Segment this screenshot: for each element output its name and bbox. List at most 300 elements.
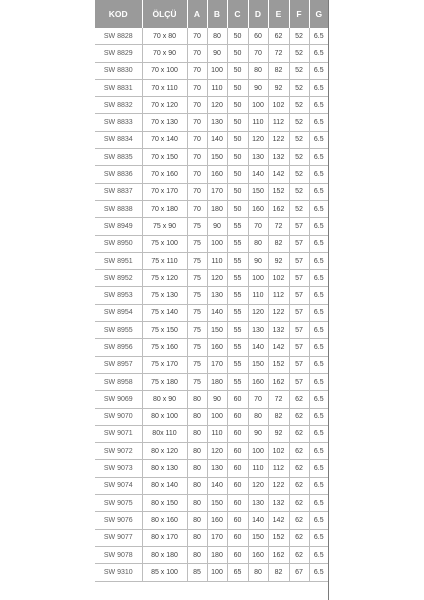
- table-row: [95, 546, 328, 563]
- cell-kod: SW 8830: [95, 62, 142, 79]
- cell-d: 130: [248, 149, 268, 166]
- cell-b: 150: [207, 149, 227, 166]
- cell-kod: SW 9076: [95, 512, 142, 529]
- cell-a: 70: [187, 114, 207, 131]
- cell-a: 70: [187, 45, 207, 62]
- column-header-d: D: [248, 0, 268, 28]
- cell-d: 150: [248, 529, 268, 546]
- cell-a: 75: [187, 339, 207, 356]
- cell-d: 160: [248, 373, 268, 390]
- cell-e: 112: [268, 287, 289, 304]
- cell-c: 60: [227, 495, 248, 512]
- table-row: [95, 200, 328, 217]
- dimension-table: [95, 0, 328, 582]
- column-header-e: E: [268, 0, 289, 28]
- cell-c: 60: [227, 443, 248, 460]
- cell-g: 6.5: [309, 131, 328, 148]
- cell-d: 110: [248, 287, 268, 304]
- header-row: [95, 0, 328, 28]
- cell-d: 80: [248, 235, 268, 252]
- cell-d: 140: [248, 166, 268, 183]
- cell-a: 80: [187, 391, 207, 408]
- cell-olcu: 75 x 130: [142, 287, 187, 304]
- cell-f: 52: [289, 166, 309, 183]
- table-row: [95, 183, 328, 200]
- cell-e: 72: [268, 391, 289, 408]
- table-row: [95, 28, 328, 45]
- cell-g: 6.5: [309, 235, 328, 252]
- cell-kod: SW 8952: [95, 270, 142, 287]
- cell-olcu: 80 x 130: [142, 460, 187, 477]
- cell-e: 82: [268, 408, 289, 425]
- column-header-a: A: [187, 0, 207, 28]
- table-row: [95, 45, 328, 62]
- cell-e: 62: [268, 28, 289, 45]
- cell-d: 80: [248, 408, 268, 425]
- cell-e: 142: [268, 512, 289, 529]
- cell-a: 75: [187, 287, 207, 304]
- cell-b: 170: [207, 183, 227, 200]
- cell-olcu: 75 x 140: [142, 304, 187, 321]
- cell-a: 75: [187, 356, 207, 373]
- cell-b: 100: [207, 564, 227, 581]
- cell-c: 50: [227, 79, 248, 96]
- cell-g: 6.5: [309, 356, 328, 373]
- cell-olcu: 80 x 150: [142, 495, 187, 512]
- cell-d: 70: [248, 391, 268, 408]
- cell-f: 57: [289, 373, 309, 390]
- cell-b: 130: [207, 114, 227, 131]
- cell-kod: SW 8951: [95, 252, 142, 269]
- table-row: [95, 373, 328, 390]
- cell-kod: SW 8954: [95, 304, 142, 321]
- cell-kod: SW 8837: [95, 183, 142, 200]
- cell-kod: SW 8834: [95, 131, 142, 148]
- cell-c: 55: [227, 304, 248, 321]
- cell-d: 140: [248, 339, 268, 356]
- cell-e: 102: [268, 97, 289, 114]
- cell-c: 60: [227, 460, 248, 477]
- cell-b: 80: [207, 28, 227, 45]
- cell-d: 90: [248, 79, 268, 96]
- cell-b: 120: [207, 97, 227, 114]
- column-header-g: G: [309, 0, 328, 28]
- cell-olcu: 70 x 150: [142, 149, 187, 166]
- cell-kod: SW 9073: [95, 460, 142, 477]
- cell-a: 70: [187, 97, 207, 114]
- cell-g: 6.5: [309, 200, 328, 217]
- cell-b: 90: [207, 45, 227, 62]
- cell-c: 55: [227, 373, 248, 390]
- cell-e: 82: [268, 62, 289, 79]
- cell-a: 70: [187, 166, 207, 183]
- cell-e: 82: [268, 235, 289, 252]
- cell-c: 55: [227, 252, 248, 269]
- cell-b: 180: [207, 200, 227, 217]
- table-row: [95, 443, 328, 460]
- table-row: [95, 149, 328, 166]
- cell-f: 57: [289, 252, 309, 269]
- cell-olcu: 70 x 110: [142, 79, 187, 96]
- cell-kod: SW 8832: [95, 97, 142, 114]
- cell-f: 52: [289, 97, 309, 114]
- table-row: [95, 166, 328, 183]
- table-row: [95, 79, 328, 96]
- cell-c: 55: [227, 270, 248, 287]
- cell-olcu: 70 x 170: [142, 183, 187, 200]
- cell-g: 6.5: [309, 546, 328, 563]
- cell-b: 150: [207, 495, 227, 512]
- table-row: [95, 512, 328, 529]
- cell-a: 75: [187, 373, 207, 390]
- cell-c: 60: [227, 391, 248, 408]
- table-row: [95, 339, 328, 356]
- cell-f: 62: [289, 391, 309, 408]
- cell-c: 50: [227, 45, 248, 62]
- cell-b: 140: [207, 131, 227, 148]
- cell-d: 80: [248, 564, 268, 581]
- cell-c: 55: [227, 218, 248, 235]
- cell-c: 50: [227, 131, 248, 148]
- cell-olcu: 70 x 80: [142, 28, 187, 45]
- cell-g: 6.5: [309, 391, 328, 408]
- cell-e: 112: [268, 114, 289, 131]
- cell-a: 80: [187, 546, 207, 563]
- table-row: [95, 304, 328, 321]
- cell-b: 150: [207, 322, 227, 339]
- cell-g: 6.5: [309, 79, 328, 96]
- cell-d: 120: [248, 131, 268, 148]
- cell-e: 102: [268, 443, 289, 460]
- cell-e: 112: [268, 460, 289, 477]
- cell-olcu: 80 x 120: [142, 443, 187, 460]
- cell-f: 62: [289, 443, 309, 460]
- cell-d: 80: [248, 62, 268, 79]
- cell-e: 92: [268, 252, 289, 269]
- cell-d: 110: [248, 460, 268, 477]
- cell-d: 100: [248, 270, 268, 287]
- cell-c: 50: [227, 200, 248, 217]
- cell-olcu: 75 x 170: [142, 356, 187, 373]
- cell-a: 80: [187, 443, 207, 460]
- cell-c: 60: [227, 425, 248, 442]
- cell-f: 62: [289, 546, 309, 563]
- table-row: [95, 425, 328, 442]
- cell-a: 80: [187, 460, 207, 477]
- column-header-olcu: ÖLÇÜ: [142, 0, 187, 28]
- cell-f: 52: [289, 149, 309, 166]
- cell-g: 6.5: [309, 408, 328, 425]
- column-header-f: F: [289, 0, 309, 28]
- cell-f: 57: [289, 356, 309, 373]
- table-row: [95, 495, 328, 512]
- cell-a: 75: [187, 304, 207, 321]
- cell-f: 52: [289, 62, 309, 79]
- cell-c: 60: [227, 512, 248, 529]
- cell-c: 50: [227, 183, 248, 200]
- cell-c: 50: [227, 97, 248, 114]
- spec-sheet: [95, 0, 328, 582]
- cell-e: 102: [268, 270, 289, 287]
- cell-a: 80: [187, 495, 207, 512]
- right-border-line: [328, 0, 329, 600]
- cell-olcu: 80x 110: [142, 425, 187, 442]
- cell-g: 6.5: [309, 443, 328, 460]
- cell-olcu: 75 x 100: [142, 235, 187, 252]
- cell-c: 55: [227, 235, 248, 252]
- cell-b: 110: [207, 79, 227, 96]
- cell-f: 52: [289, 200, 309, 217]
- cell-f: 57: [289, 218, 309, 235]
- cell-olcu: 70 x 90: [142, 45, 187, 62]
- cell-a: 80: [187, 408, 207, 425]
- cell-c: 55: [227, 356, 248, 373]
- cell-a: 70: [187, 183, 207, 200]
- table-row: [95, 529, 328, 546]
- cell-f: 67: [289, 564, 309, 581]
- cell-b: 160: [207, 512, 227, 529]
- cell-c: 60: [227, 529, 248, 546]
- cell-a: 70: [187, 131, 207, 148]
- cell-e: 92: [268, 79, 289, 96]
- cell-b: 170: [207, 529, 227, 546]
- cell-b: 130: [207, 287, 227, 304]
- cell-kod: SW 8949: [95, 218, 142, 235]
- cell-olcu: 80 x 140: [142, 477, 187, 494]
- cell-olcu: 75 x 110: [142, 252, 187, 269]
- cell-b: 170: [207, 356, 227, 373]
- cell-g: 6.5: [309, 97, 328, 114]
- table-row: [95, 235, 328, 252]
- column-header-c: C: [227, 0, 248, 28]
- table-row: [95, 252, 328, 269]
- cell-kod: SW 8836: [95, 166, 142, 183]
- cell-g: 6.5: [309, 166, 328, 183]
- cell-kod: SW 9075: [95, 495, 142, 512]
- cell-d: 120: [248, 304, 268, 321]
- cell-d: 160: [248, 546, 268, 563]
- cell-a: 75: [187, 252, 207, 269]
- column-header-b: B: [207, 0, 227, 28]
- cell-g: 6.5: [309, 373, 328, 390]
- table-row: [95, 218, 328, 235]
- cell-d: 130: [248, 322, 268, 339]
- cell-kod: SW 9074: [95, 477, 142, 494]
- cell-kod: SW 8838: [95, 200, 142, 217]
- cell-kod: SW 8957: [95, 356, 142, 373]
- cell-d: 130: [248, 495, 268, 512]
- cell-d: 60: [248, 28, 268, 45]
- cell-e: 122: [268, 131, 289, 148]
- cell-g: 6.5: [309, 252, 328, 269]
- cell-g: 6.5: [309, 62, 328, 79]
- table-row: [95, 391, 328, 408]
- cell-a: 75: [187, 235, 207, 252]
- cell-f: 52: [289, 183, 309, 200]
- cell-e: 132: [268, 495, 289, 512]
- cell-e: 142: [268, 166, 289, 183]
- cell-olcu: 80 x 180: [142, 546, 187, 563]
- cell-a: 75: [187, 270, 207, 287]
- cell-d: 150: [248, 356, 268, 373]
- cell-g: 6.5: [309, 287, 328, 304]
- cell-olcu: 70 x 100: [142, 62, 187, 79]
- cell-f: 52: [289, 45, 309, 62]
- cell-d: 120: [248, 477, 268, 494]
- cell-b: 90: [207, 391, 227, 408]
- cell-c: 50: [227, 166, 248, 183]
- cell-c: 50: [227, 149, 248, 166]
- table-row: [95, 322, 328, 339]
- table-row: [95, 564, 328, 581]
- cell-kod: SW 8831: [95, 79, 142, 96]
- cell-g: 6.5: [309, 495, 328, 512]
- cell-e: 152: [268, 529, 289, 546]
- cell-b: 180: [207, 373, 227, 390]
- cell-b: 140: [207, 304, 227, 321]
- cell-b: 160: [207, 339, 227, 356]
- cell-olcu: 70 x 140: [142, 131, 187, 148]
- cell-e: 122: [268, 477, 289, 494]
- table-row: [95, 460, 328, 477]
- cell-a: 70: [187, 28, 207, 45]
- cell-g: 6.5: [309, 477, 328, 494]
- table-row: [95, 270, 328, 287]
- cell-b: 180: [207, 546, 227, 563]
- cell-olcu: 80 x 100: [142, 408, 187, 425]
- cell-olcu: 75 x 180: [142, 373, 187, 390]
- cell-a: 85: [187, 564, 207, 581]
- cell-a: 75: [187, 218, 207, 235]
- cell-a: 70: [187, 200, 207, 217]
- table-row: [95, 131, 328, 148]
- cell-kod: SW 8829: [95, 45, 142, 62]
- cell-e: 152: [268, 356, 289, 373]
- cell-f: 57: [289, 235, 309, 252]
- cell-a: 80: [187, 529, 207, 546]
- cell-c: 50: [227, 62, 248, 79]
- cell-olcu: 75 x 150: [142, 322, 187, 339]
- cell-c: 55: [227, 322, 248, 339]
- cell-olcu: 85 x 100: [142, 564, 187, 581]
- cell-d: 110: [248, 114, 268, 131]
- cell-a: 80: [187, 477, 207, 494]
- cell-b: 140: [207, 477, 227, 494]
- cell-kod: SW 8835: [95, 149, 142, 166]
- column-header-kod: KOD: [95, 0, 142, 28]
- cell-kod: SW 8828: [95, 28, 142, 45]
- cell-b: 120: [207, 270, 227, 287]
- table-row: [95, 287, 328, 304]
- cell-e: 82: [268, 564, 289, 581]
- cell-olcu: 70 x 130: [142, 114, 187, 131]
- cell-e: 132: [268, 149, 289, 166]
- cell-e: 142: [268, 339, 289, 356]
- table-row: [95, 477, 328, 494]
- cell-e: 162: [268, 546, 289, 563]
- cell-d: 140: [248, 512, 268, 529]
- cell-f: 52: [289, 114, 309, 131]
- cell-olcu: 75 x 90: [142, 218, 187, 235]
- cell-f: 62: [289, 408, 309, 425]
- cell-f: 57: [289, 322, 309, 339]
- cell-kod: SW 8833: [95, 114, 142, 131]
- cell-c: 50: [227, 114, 248, 131]
- cell-g: 6.5: [309, 425, 328, 442]
- cell-kod: SW 9071: [95, 425, 142, 442]
- table-row: [95, 356, 328, 373]
- cell-f: 57: [289, 287, 309, 304]
- cell-d: 160: [248, 200, 268, 217]
- cell-kod: SW 8955: [95, 322, 142, 339]
- cell-a: 70: [187, 62, 207, 79]
- cell-a: 70: [187, 79, 207, 96]
- cell-olcu: 70 x 160: [142, 166, 187, 183]
- cell-a: 80: [187, 512, 207, 529]
- cell-b: 100: [207, 235, 227, 252]
- table-row: [95, 62, 328, 79]
- cell-olcu: 80 x 170: [142, 529, 187, 546]
- cell-b: 100: [207, 408, 227, 425]
- cell-e: 152: [268, 183, 289, 200]
- cell-olcu: 80 x 90: [142, 391, 187, 408]
- cell-kod: SW 8950: [95, 235, 142, 252]
- cell-d: 70: [248, 45, 268, 62]
- cell-kod: SW 9078: [95, 546, 142, 563]
- cell-olcu: 70 x 120: [142, 97, 187, 114]
- cell-g: 6.5: [309, 149, 328, 166]
- cell-f: 62: [289, 477, 309, 494]
- cell-f: 62: [289, 495, 309, 512]
- cell-f: 62: [289, 460, 309, 477]
- cell-d: 70: [248, 218, 268, 235]
- cell-olcu: 75 x 120: [142, 270, 187, 287]
- cell-a: 80: [187, 425, 207, 442]
- cell-e: 72: [268, 45, 289, 62]
- table-row: [95, 114, 328, 131]
- cell-b: 90: [207, 218, 227, 235]
- cell-c: 50: [227, 28, 248, 45]
- cell-f: 57: [289, 270, 309, 287]
- cell-olcu: 80 x 160: [142, 512, 187, 529]
- cell-d: 100: [248, 443, 268, 460]
- cell-olcu: 75 x 160: [142, 339, 187, 356]
- cell-g: 6.5: [309, 460, 328, 477]
- cell-kod: SW 9310: [95, 564, 142, 581]
- cell-g: 6.5: [309, 218, 328, 235]
- cell-c: 55: [227, 339, 248, 356]
- cell-f: 62: [289, 512, 309, 529]
- cell-d: 90: [248, 252, 268, 269]
- cell-g: 6.5: [309, 183, 328, 200]
- cell-g: 6.5: [309, 322, 328, 339]
- cell-kod: SW 9077: [95, 529, 142, 546]
- cell-b: 110: [207, 252, 227, 269]
- cell-c: 60: [227, 477, 248, 494]
- cell-g: 6.5: [309, 564, 328, 581]
- cell-e: 132: [268, 322, 289, 339]
- cell-b: 130: [207, 460, 227, 477]
- cell-f: 52: [289, 28, 309, 45]
- cell-a: 75: [187, 322, 207, 339]
- cell-e: 162: [268, 200, 289, 217]
- cell-f: 52: [289, 79, 309, 96]
- cell-d: 90: [248, 425, 268, 442]
- cell-f: 62: [289, 529, 309, 546]
- cell-g: 6.5: [309, 28, 328, 45]
- cell-c: 60: [227, 408, 248, 425]
- cell-f: 57: [289, 339, 309, 356]
